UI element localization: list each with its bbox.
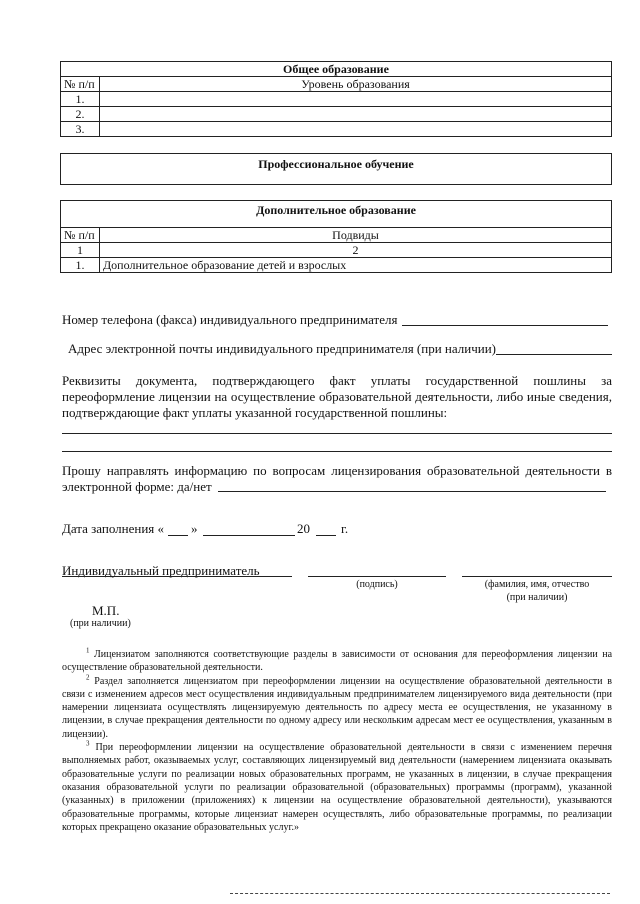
date-label: Дата заполнения « (62, 521, 165, 536)
phone-input[interactable] (402, 325, 608, 326)
phone-label: Номер телефона (факса) индивидуального предпринимателя (62, 312, 398, 327)
request-option: да/нет (177, 479, 212, 494)
request-label: Прошу направлять информацию по вопросам лицензирования образовательной деятельности в электронной форме: (62, 463, 612, 494)
date-month-input[interactable] (203, 535, 295, 536)
general-education-table (60, 61, 612, 137)
footnote-2 (62, 675, 612, 741)
signature-caption: (подпись) (356, 579, 398, 590)
index-cell-1: 1 (61, 243, 100, 258)
signature-input[interactable] (308, 576, 446, 577)
col-num-header: № п/п (61, 77, 100, 92)
requisites-input-line-1[interactable] (62, 433, 612, 434)
mp-caption: (при наличии) (70, 618, 131, 629)
footnote-3-mark: 3 (86, 739, 90, 748)
name-input[interactable] (462, 576, 612, 577)
footnote-1-mark: 1 (86, 646, 90, 655)
footnote-1 (62, 648, 612, 675)
requisites-input-line-2[interactable] (62, 451, 612, 452)
name-caption-line-2: (при наличии) (506, 592, 568, 603)
ip-label-underline (62, 576, 292, 577)
row-value[interactable] (100, 107, 612, 122)
col-num-header: № п/п (61, 228, 100, 243)
row-value[interactable] (100, 92, 612, 107)
footnote-1-text: Лицензиатом заполняются соответствующие разделы в зависимости от основания для переоформления лицензии на осуществление образовательной деятельности. (62, 649, 613, 674)
name-caption (462, 578, 612, 604)
general-education-title: Общее образование (61, 62, 612, 77)
additional-education-title: Дополнительное образование (61, 201, 612, 228)
row-num: 3. (61, 122, 100, 137)
date-year-suffix: г. (341, 521, 349, 536)
row-num: 1. (61, 92, 100, 107)
date-year-input[interactable] (316, 535, 336, 536)
row-value[interactable] (100, 122, 612, 137)
table-row (61, 92, 612, 107)
ip-label: Индивидуальный предприниматель (62, 563, 260, 578)
email-label: Адрес электронной почты индивидуального предпринимателя (при наличии) (68, 341, 496, 356)
date-day-input[interactable] (168, 535, 188, 536)
table-row (61, 122, 612, 137)
table-row (61, 258, 612, 273)
footnote-3 (62, 741, 612, 834)
index-cell-2: 2 (100, 243, 612, 258)
footnote-2-mark: 2 (86, 673, 90, 682)
professional-training-title: Профессиональное обучение (258, 157, 414, 171)
table-row (61, 107, 612, 122)
scan-artifact-line (230, 893, 610, 894)
additional-education-table (60, 200, 612, 273)
mp-label: М.П. (92, 603, 120, 618)
professional-training-box (60, 153, 612, 185)
email-input[interactable] (496, 354, 612, 355)
footnote-2-text: Раздел заполняется лицензиатом при переоформлении лицензии на осуществление образовательной деятельности в связи с изменением адресов мест осуществления индивидуальным предпринимателем лицензируемого вида деятельности (при намерении лицензиата осуществлять лицензируемую деятельность по адресу места ее осуществления, не указанному в лицензии, в случае прекращения деятельности по одному адресу или нескольким адресам мест ее осуществления, указанным в лицензии). (62, 675, 612, 740)
name-caption-line-1: (фамилия, имя, отчество (484, 579, 590, 590)
row-num: 1. (61, 258, 100, 273)
row-num: 2. (61, 107, 100, 122)
footnote-3-text: При переоформлении лицензии на осуществление образовательной деятельности в связи с изменением перечня выполняемых работ, оказываемых услуг, составляющих лицензируемый вид деятельности (намерением лицензиата оказывать образовательные услуги по реализации новых образовательных программ, не указанных в лицензии, в случае прекращения оказания образовательной услуги по реализации образовательной (образовательных) программы (программ), указанной (указанных) в приложении (приложениях) к лицензии на осуществление образовательной деятельности), указываются образовательные программы, которые лицензиат намерен осуществлять, либо образовательные программы, по реализации которых прекращено оказание образовательных услуг.» (62, 742, 612, 833)
requisites-text: Реквизиты документа, подтверждающего факт уплаты государственной пошлины за переоформление лицензии на осуществление образовательной деятельности, либо иные сведения, подтверждающие факт уплаты указанной государственной пошлины: (62, 373, 612, 420)
footnotes (62, 648, 612, 834)
date-year-prefix: 20 (297, 521, 310, 536)
col-subtypes-header: Подвиды (100, 228, 612, 243)
date-close-quote: » (191, 521, 198, 536)
row-value: Дополнительное образование детей и взрослых (100, 258, 612, 273)
col-level-header: Уровень образования (100, 77, 612, 92)
request-input[interactable] (218, 491, 606, 492)
